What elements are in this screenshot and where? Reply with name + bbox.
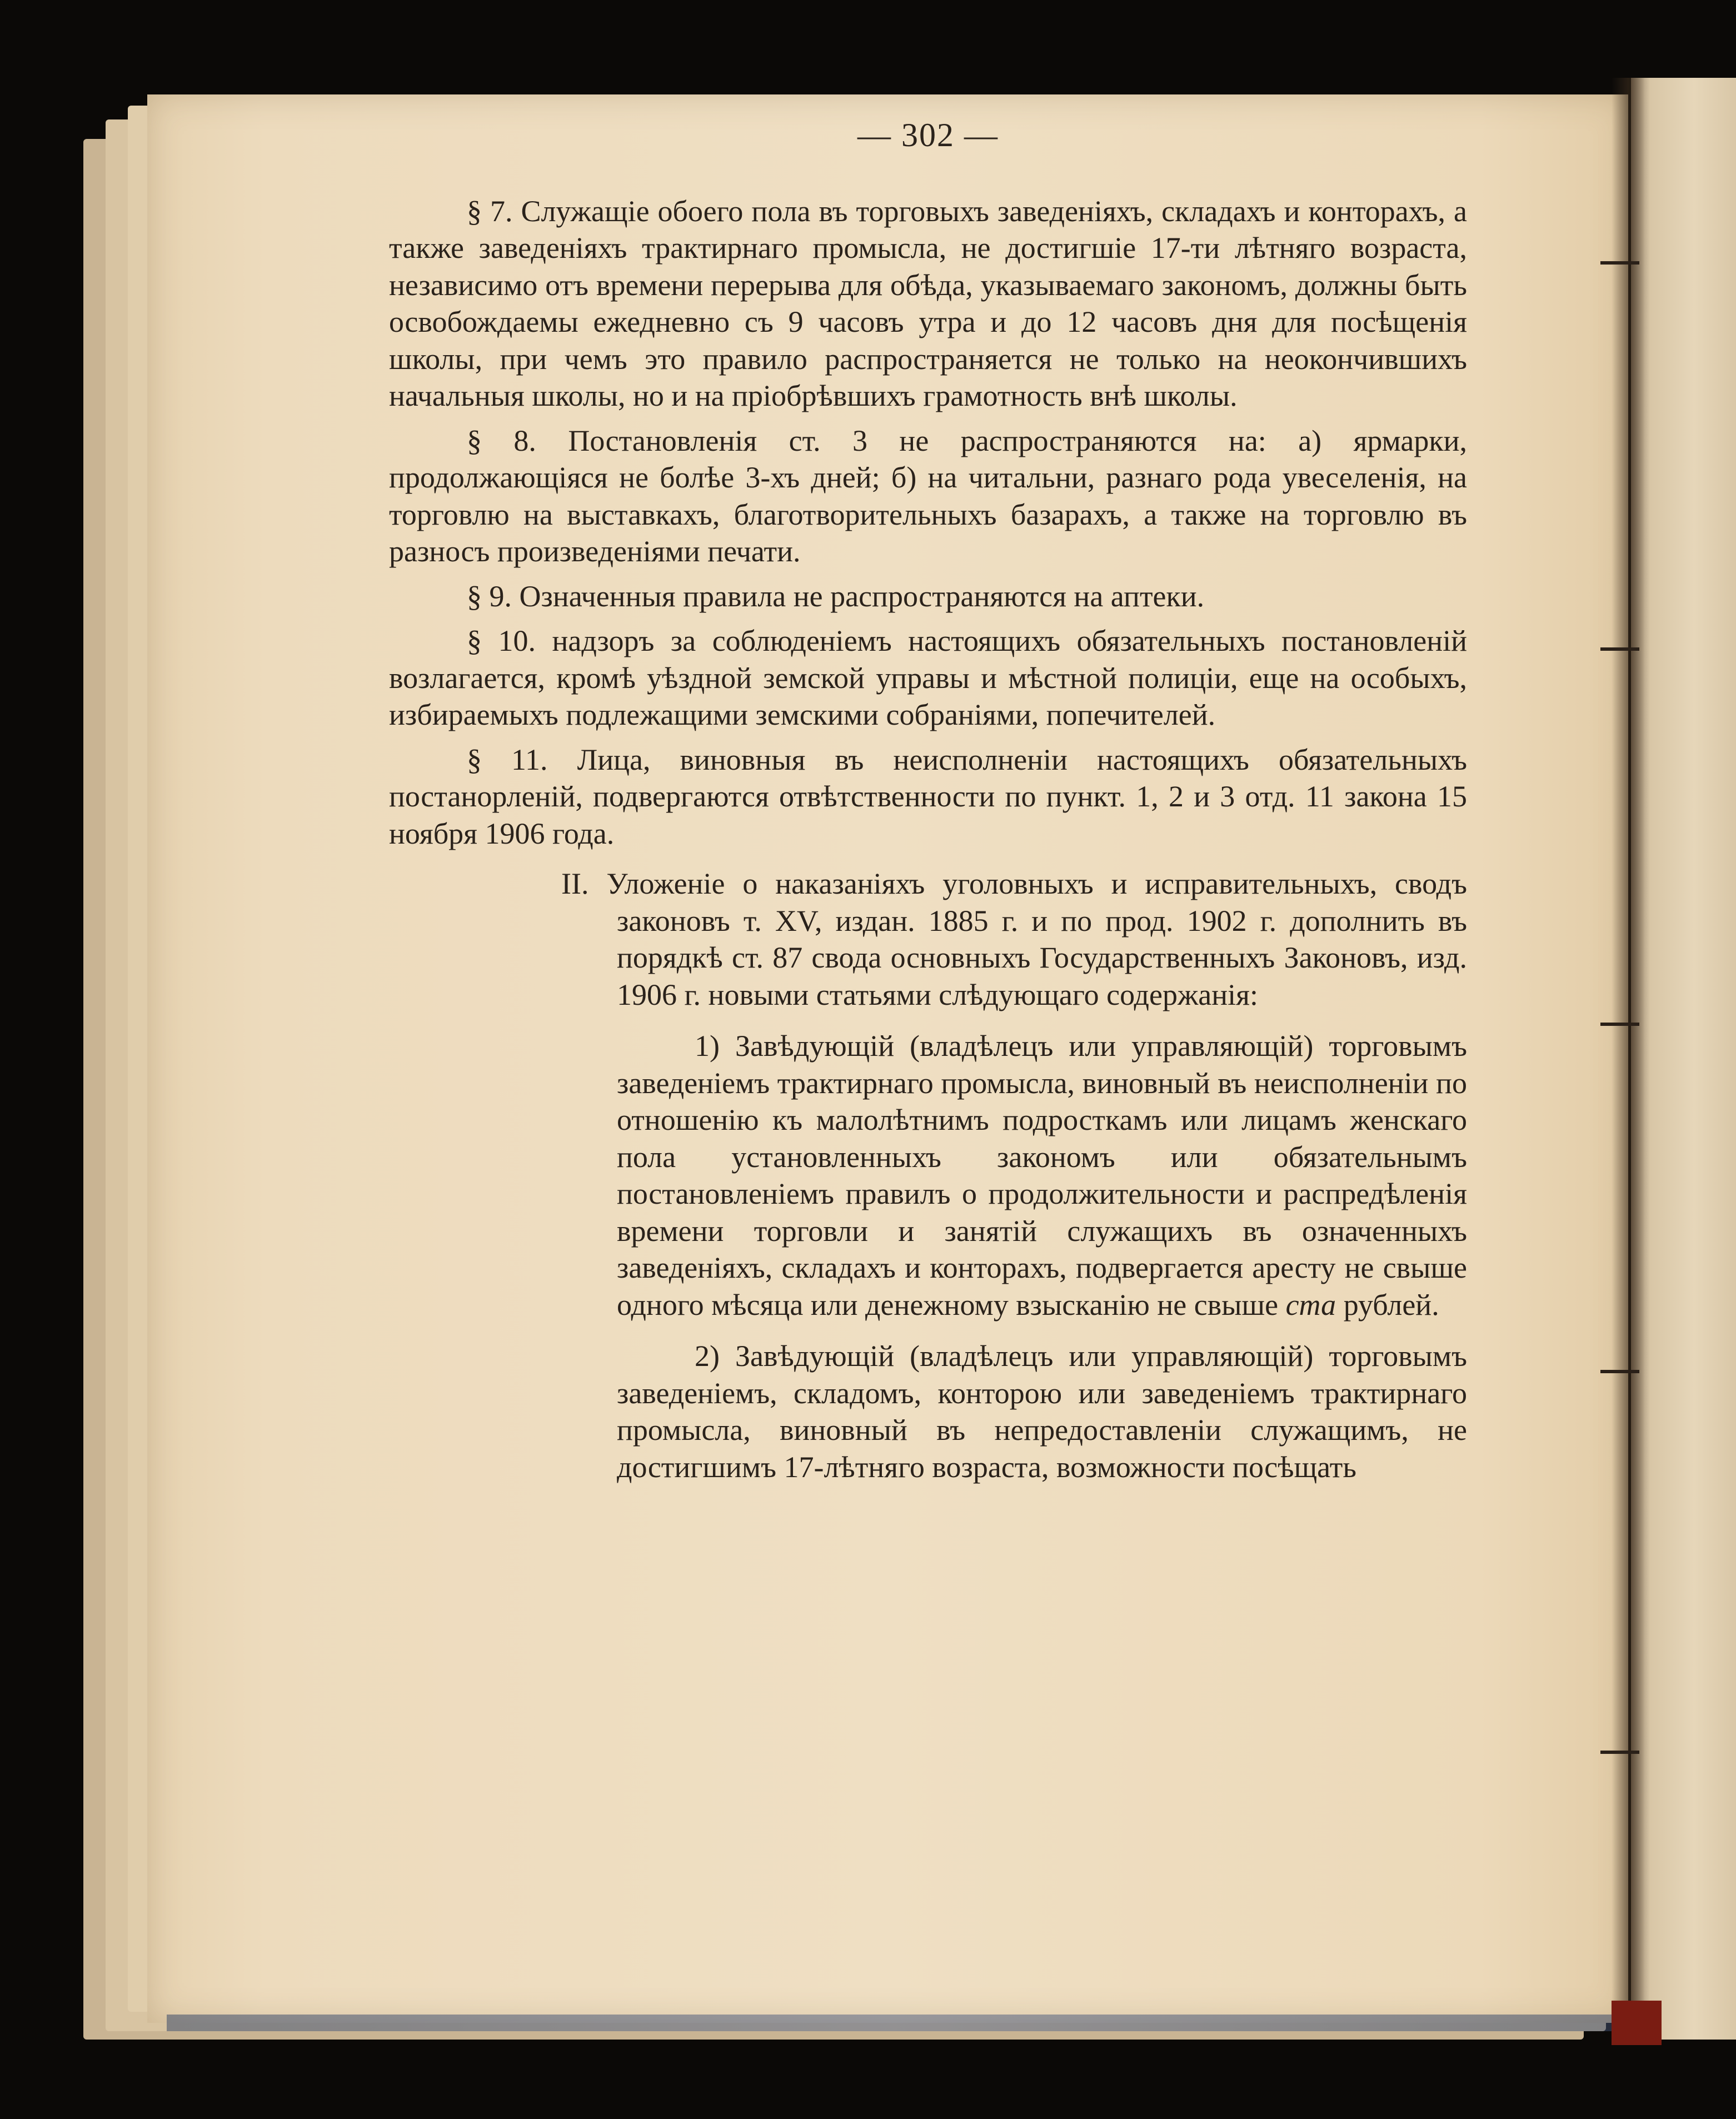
binding-stitch xyxy=(1600,647,1639,651)
binding-edge xyxy=(167,2015,1623,2031)
ribbon-marker xyxy=(1612,2001,1662,2045)
item-2: 2) Завѣдующій (владѣлецъ или управляющій) торговымъ заведеніемъ, складомъ, конторою или заведеніемъ трактирнаго промысла, виновный въ непредоставленіи служащимъ, не достигшимъ 17-лѣтняго возраста, возможности посѣщать xyxy=(617,1339,1467,1484)
binding-stitch xyxy=(1600,1023,1639,1026)
binding-stitch xyxy=(1600,1370,1639,1373)
paragraph-7: § 7. Служащіе обоего пола въ торговыхъ заведеніяхъ, складахъ и конторахъ, а также заведеніяхъ трактирнаго промысла, не достигшіе 17-ти лѣтняго возраста, независимо отъ времени перерыва для обѣда, указываемаго закономъ, должны быть освобождаемы ежедневно съ 9 часовъ утра и до 12 часовъ дня для посѣщенія школы, при чемъ это правило распространяется не только на неокончившихъ начальныя школы, но и на пріобрѣвшихъ грамотность внѣ школы. xyxy=(389,194,1467,412)
binding-stitch xyxy=(1600,1751,1639,1754)
paragraph-8: § 8. Постановленія ст. 3 не распространяются на: а) ярмарки, продолжающіяся не болѣе 3-хъ дней; б) на читальни, разнаго рода увеселенія, на торговлю на выставкахъ, благотворительныхъ базарахъ, а также на торговлю въ разносъ произведеніями печати. xyxy=(389,423,1467,568)
paragraph-10: § 10. надзоръ за соблюденіемъ настоящихъ обязательныхъ постановленій возлагается, кромѣ уѣздной земской управы и мѣстной полиціи, еще на особыхъ, избираемыхъ подлежащими земскими собраніями, попечителей. xyxy=(389,624,1467,731)
section-2: II. Уложеніе о наказаніяхъ уголовныхъ и исправительныхъ, сводъ законовъ т. XV, издан. 1885 г. и по прод. 1902 г. дополнить въ порядкѣ ст. 87 свода основныхъ Государственныхъ Законовъ, изд. 1906 г. новыми статьями слѣдующаго содержанія: xyxy=(561,867,1467,1011)
binding-stitch xyxy=(1600,261,1639,265)
paragraph-11: § 11. Лица, виновныя въ неисполненіи настоящихъ обязательныхъ постанорленій, подвергаются отвѣтственности по пункт. 1, 2 и 3 отд. 11 закона 15 ноября 1906 года. xyxy=(389,742,1467,850)
paragraph-9: § 9. Означенныя правила не распространяются на аптеки. xyxy=(467,579,1205,613)
book-gutter xyxy=(1612,78,1645,2040)
item-1-text: 1) Завѣдующій (владѣлецъ или управляющій) торговымъ заведеніемъ трактирнаго промысла, виновный въ неисполненіи по отношенію къ малолѣтнимъ подросткамъ или лицамъ женскаго пола установленныхъ закономъ или обязательнымъ постановленіемъ правилъ о продолжительности и распредѣленія времени торговли и занятій служащихъ въ означенныхъ заведеніяхъ, складахъ и конторахъ, подвергается аресту не свыше одного мѣсяца или денежному взысканію не свыше xyxy=(617,1029,1467,1322)
item-1 xyxy=(617,1028,1467,1323)
page-number: — 302 — xyxy=(857,117,999,153)
facing-page xyxy=(1631,78,1736,2040)
page-text xyxy=(389,117,1467,1485)
item-1-tail: рублей. xyxy=(1336,1288,1439,1322)
item-1-emphasis: ста xyxy=(1285,1288,1336,1322)
